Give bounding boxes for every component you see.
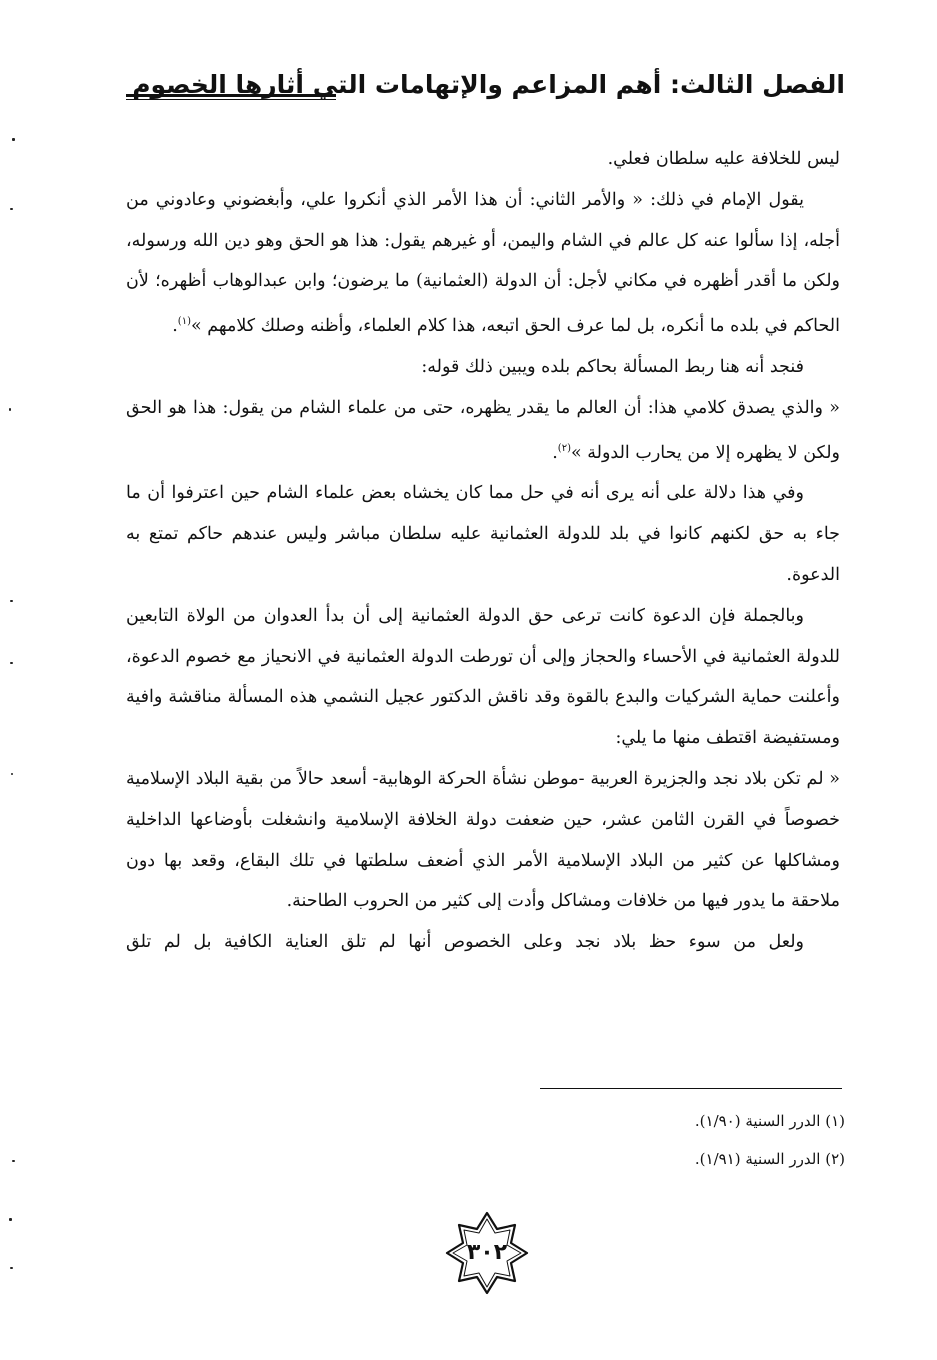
period: . bbox=[172, 316, 178, 337]
footnote-1: (١) الدرر السنية (١/٩٠). bbox=[694, 1112, 845, 1130]
footnote-2: (٢) الدرر السنية (١/٩١). bbox=[694, 1150, 845, 1168]
scan-speck bbox=[10, 600, 13, 602]
body-text bbox=[126, 139, 840, 963]
chapter-header: الفصل الثالث: أهم المزاعم والإتهامات التي أثارها الخصوم bbox=[132, 70, 845, 99]
paragraph: « لم تكن بلاد نجد والجزيرة العربية -موطن نشأة الحركة الوهابية- أسعد حالاً من بقية البلاد الإسلامية خصوصاً في القرن الثامن عشر، حين ضعفت دولة الخلافة الإسلامية وانشغلت بأوضاعها الداخلية ومشاكلها عن كثير من البلاد الإسلامية الأمر الذي أضعف سلطتها في تلك البقاع، وقعد بها دون ملاحقة ما يدور فيها من خلافات ومشاكل وأدت إلى كثير من الحروب الطاحنة. bbox=[126, 768, 840, 912]
scan-speck bbox=[10, 208, 13, 210]
paragraph bbox=[126, 180, 840, 347]
paragraph bbox=[126, 388, 840, 474]
paragraph: ليس للخلافة عليه سلطان فعلي. bbox=[607, 149, 840, 169]
scan-speck bbox=[9, 408, 11, 411]
scan-speck bbox=[11, 773, 13, 775]
footnote-ref-2: (٢) bbox=[557, 442, 571, 454]
scan-speck bbox=[10, 662, 13, 664]
footnote-ref-1: (١) bbox=[177, 316, 191, 328]
paragraph: وفي هذا دلالة على أنه يرى أنه في حل مما كان يخشاه بعض علماء الشام حين اعترفوا أن ما جاء به حق لكنهم كانوا في بلد للدولة العثمانية عليه سلطان مباشر وليس عندهم حاكم تمتع به الدعوة. bbox=[126, 483, 840, 585]
scan-speck bbox=[12, 138, 15, 141]
scan-speck bbox=[10, 1267, 13, 1269]
page-number-badge bbox=[444, 1210, 530, 1296]
paragraph: ولعل من سوء حظ بلاد نجد وعلى الخصوص أنها لم تلق العناية الكافية بل لم تلق bbox=[126, 932, 804, 953]
paragraph-text: يقول الإمام في ذلك: « والأمر الثاني: أن هذا الأمر الذي أنكروا علي، وأبغضوني وعادوني من أجله، إذا سألوا عنه كل عالم في الشام واليمن، أو غيرهم يقول: هذا هو الحق وهو دين الله ورسوله، ولكن ما أقدر أظهره في مكاني لأجل: أن الدولة (العثمانية) ما يرضون؛ وابن عبدالوهاب أظهره؛ لأن الحاكم في بلده ما أنكره، بل لما عرف الحق اتبعه، هذا كلام العلماء، وأظنه وصلك كلامهم » bbox=[126, 189, 840, 337]
page-number: ٣٠٢ bbox=[466, 1240, 508, 1265]
scan-speck bbox=[12, 1160, 15, 1162]
footnote-rule bbox=[540, 1088, 842, 1089]
scan-speck bbox=[9, 1218, 12, 1221]
period: . bbox=[552, 442, 558, 463]
footnotes bbox=[131, 1102, 845, 1178]
paragraph: وبالجملة فإن الدعوة كانت ترعى حق الدولة العثمانية إلى أن بدأ العدوان من الولاة التابعين للدولة العثمانية في الأحساء والحجاز وإلى أن تورطت الدولة العثمانية في الانحياز مع خصوم الدعوة، وأعلنت حماية الشركيات والبدع بالقوة وقد ناقش الدكتور عجيل النشمي هذه المسألة مناقشة وافية ومستفيضة اقتطف منها ما يلي: bbox=[126, 605, 840, 749]
header-rule bbox=[126, 94, 336, 100]
paragraph: فنجد أنه هنا ربط المسألة بحاكم بلده ويبين ذلك قوله: bbox=[421, 356, 804, 377]
paragraph-text: « والذي يصدق كلامي هذا: أن العالم ما يقدر يظهره، حتى من علماء الشام من يقول: هذا هو الحق ولكن لا يظهره إلا من يحارب الدولة » bbox=[126, 397, 840, 463]
